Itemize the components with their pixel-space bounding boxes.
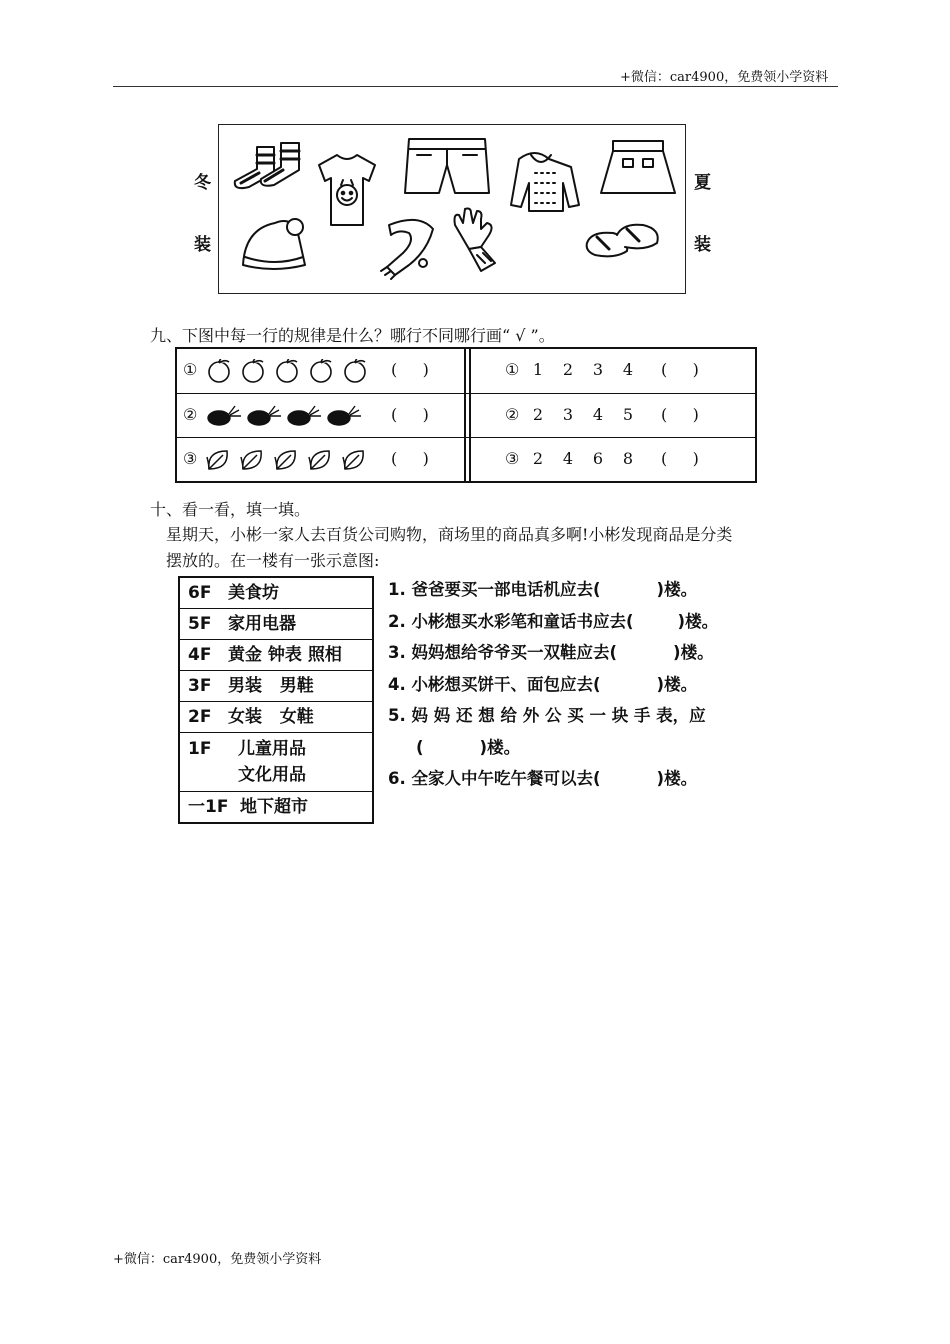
row-marker: ② [183, 405, 198, 424]
question-5 [388, 700, 768, 732]
floor-code: 3F [188, 676, 212, 696]
sequence-number: 6 [592, 449, 604, 468]
row-marker: ① [183, 360, 198, 379]
clothing-illustration [219, 125, 685, 293]
leaf-icon [207, 451, 227, 469]
hat-icon [243, 219, 305, 269]
winter-label-1: 冬 [194, 173, 211, 193]
summer-label-1: 夏 [694, 173, 711, 193]
sequence-number: 2 [532, 449, 544, 468]
scarf-icon [381, 220, 433, 279]
question-2 [388, 606, 768, 638]
pineapple-icon [208, 406, 241, 425]
sequence-number: 4 [562, 449, 574, 468]
floor-3f [180, 671, 372, 702]
floor-name: 女装 女鞋 [228, 707, 314, 727]
pattern-row-2 [177, 393, 755, 438]
pineapple-icon [328, 406, 361, 425]
sequence-number: 5 [622, 405, 634, 424]
answer-blank[interactable]: ( ) [661, 405, 699, 424]
floor-b1 [180, 792, 372, 822]
sequence-number: 8 [622, 449, 634, 468]
intro-line-1: 星期天，小彬一家人去百货公司购物，商场里的商品真多啊!小彬发现商品是分类 [166, 525, 733, 544]
skirt-icon [601, 141, 675, 193]
floor-name: 美食坊 [228, 583, 279, 603]
floor-name: 男装 男鞋 [228, 676, 314, 696]
leaf-icon [241, 451, 261, 469]
floor-directory [178, 576, 374, 824]
q10-intro [166, 522, 856, 574]
question-suffix: )楼。 [677, 611, 719, 631]
answer-blank[interactable]: ( ) [391, 449, 429, 468]
apple-icon-row [205, 359, 375, 383]
question-5-cont [388, 732, 768, 764]
glove-icon [455, 209, 496, 272]
clothing-picture [218, 124, 686, 294]
row-marker: ② [505, 405, 520, 424]
floor-code: 一1F [188, 797, 229, 817]
question-suffix: )楼。 [656, 674, 698, 694]
sequence-number: 2 [562, 360, 574, 379]
question-3 [388, 637, 768, 669]
row-marker: ③ [183, 449, 198, 468]
number-sequence [523, 405, 643, 424]
tshirt-icon [319, 155, 375, 225]
question-1 [388, 574, 768, 606]
floor-name: 儿童用品 [238, 739, 306, 759]
question-suffix: )楼。 [656, 580, 698, 599]
q10-questions [388, 574, 768, 795]
pattern-row-1 [177, 349, 755, 393]
socks-icon [235, 143, 299, 188]
floor-name: 地下超市 [240, 797, 308, 817]
floor-code: 4F [188, 645, 212, 665]
header-divider [113, 86, 838, 87]
intro-line-2: 摆放的。在一楼有一张示意图: [166, 551, 380, 570]
q10-title: 十、看一看，填一填。 [150, 500, 311, 519]
question-6 [388, 763, 768, 795]
floor-name: 家用电器 [228, 614, 296, 634]
leaf-icon-row [205, 447, 375, 473]
question-4 [388, 669, 768, 701]
answer-blank[interactable]: ( ) [661, 449, 699, 468]
question-text: 3. 妈妈想给爷爷买一双鞋应去( [388, 643, 618, 662]
floor-code: 5F [188, 614, 212, 634]
floor-code: 6F [188, 583, 212, 603]
apple-icon [345, 359, 365, 382]
question-text: 6. 全家人中午吃午餐可以去( [388, 769, 601, 788]
apple-icon [277, 359, 297, 382]
number-sequence [523, 360, 643, 379]
row-marker: ① [505, 360, 520, 379]
sandals-icon [587, 225, 658, 257]
header-text: +微信：car4900，免费领小学资料 [620, 70, 829, 85]
pineapple-icon [288, 406, 321, 425]
footer-text: +微信：car4900，免费领小学资料 [113, 1252, 322, 1267]
question-text: ( [416, 737, 424, 757]
floor-2f [180, 702, 372, 733]
pineapple-icon-row [205, 402, 375, 430]
floor-name-2: 文化用品 [238, 765, 306, 785]
floor-5f [180, 609, 372, 640]
pattern-row-3 [177, 437, 755, 482]
summer-label-2: 装 [694, 235, 711, 255]
question-text: 4. 小彬想买饼干、面包应去( [388, 674, 601, 694]
answer-blank[interactable]: ( ) [391, 360, 429, 379]
sequence-number: 4 [592, 405, 604, 424]
pattern-table [175, 347, 757, 483]
apple-icon [243, 359, 263, 382]
leaf-icon [343, 451, 363, 469]
sequence-number: 3 [592, 360, 604, 379]
sequence-number: 4 [622, 360, 634, 379]
floor-1f [180, 733, 372, 792]
winter-label-2: 装 [194, 235, 211, 255]
apple-icon [311, 359, 331, 382]
shorts-icon [405, 139, 489, 193]
answer-blank[interactable]: ( ) [391, 405, 429, 424]
sweater-icon [511, 153, 579, 211]
question-text: 2. 小彬想买水彩笔和童话书应去( [388, 611, 634, 631]
sequence-number: 1 [532, 360, 544, 379]
question-suffix: )楼。 [479, 737, 521, 757]
floor-6f [180, 578, 372, 609]
number-sequence [523, 449, 643, 468]
leaf-icon [275, 451, 295, 469]
sequence-number: 3 [562, 405, 574, 424]
row-marker: ③ [505, 449, 520, 468]
floor-4f [180, 640, 372, 671]
answer-blank[interactable]: ( ) [661, 360, 699, 379]
apple-icon [209, 359, 229, 382]
floor-code: 1F [188, 739, 212, 759]
pineapple-icon [248, 406, 281, 425]
floor-name: 黄金 钟表 照相 [228, 645, 342, 665]
q9-title: 九、下图中每一行的规律是什么？哪行不同哪行画“ √ ”。 [150, 326, 555, 345]
question-suffix: )楼。 [656, 769, 698, 788]
question-text: 1. 爸爸要买一部电话机应去( [388, 580, 601, 599]
leaf-icon [309, 451, 329, 469]
question-text: 5. 妈 妈 还 想 给 外 公 买 一 块 手 表，应 [388, 706, 706, 725]
sequence-number: 2 [532, 405, 544, 424]
floor-code: 2F [188, 707, 212, 727]
question-suffix: )楼。 [673, 643, 714, 662]
